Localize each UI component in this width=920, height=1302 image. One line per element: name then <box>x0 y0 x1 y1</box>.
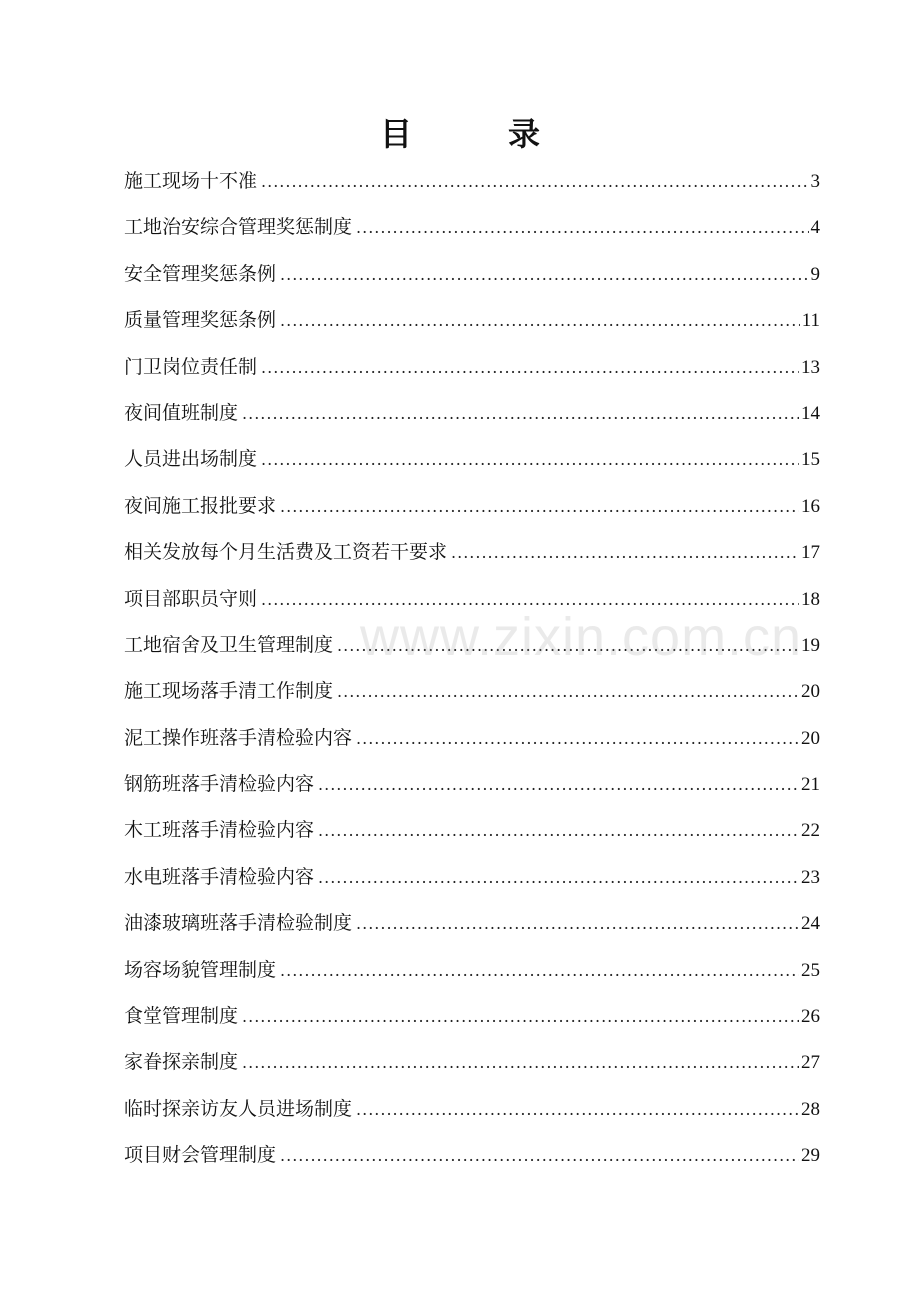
toc-entry-page-number: 18 <box>801 588 820 610</box>
toc-entry-page-number: 25 <box>801 959 820 981</box>
toc-entry[interactable] <box>124 811 820 857</box>
toc-entry[interactable] <box>124 1136 820 1182</box>
toc-dot-leader <box>280 952 799 990</box>
toc-dot-leader <box>280 256 808 294</box>
toc-entry-title: 水电班落手清检验内容 <box>124 865 315 888</box>
toc-entry-title: 夜间值班制度 <box>124 401 239 424</box>
toc-dot-leader <box>280 302 800 340</box>
toc-entry[interactable] <box>124 626 820 672</box>
toc-dot-leader <box>318 766 799 804</box>
toc-entry-title: 施工现场落手清工作制度 <box>124 680 334 703</box>
toc-entry-page-number: 28 <box>801 1098 820 1120</box>
toc-entry-title: 油漆玻璃班落手清检验制度 <box>124 912 353 935</box>
toc-dot-leader <box>261 441 799 479</box>
toc-entry[interactable] <box>124 672 820 718</box>
toc-entry[interactable] <box>124 858 820 904</box>
toc-entry-title: 夜间施工报批要求 <box>124 494 277 517</box>
toc-entry-title: 家眷探亲制度 <box>124 1051 239 1074</box>
toc-dot-leader <box>356 209 808 247</box>
toc-entry-page-number: 3 <box>810 171 820 192</box>
toc-dot-leader <box>337 673 799 711</box>
toc-dot-leader <box>318 812 799 850</box>
toc-dot-leader <box>280 1137 799 1175</box>
toc-entry-title: 施工现场十不准 <box>124 170 258 192</box>
toc-entry-page-number: 17 <box>801 542 820 564</box>
toc-entry-page-number: 21 <box>801 774 820 796</box>
toc-dot-leader <box>242 998 799 1036</box>
toc-entry[interactable] <box>124 348 820 394</box>
toc-entry-page-number: 11 <box>801 310 820 332</box>
toc-entry-title: 木工班落手清检验内容 <box>124 819 315 842</box>
toc-entry-title: 相关发放每个月生活费及工资若干要求 <box>124 541 448 564</box>
toc-entry-page-number: 24 <box>801 913 820 935</box>
toc-entry-title: 临时探亲访友人员进场制度 <box>124 1097 353 1120</box>
toc-dot-leader <box>318 859 799 897</box>
toc-entry[interactable] <box>124 1090 820 1136</box>
toc-entry[interactable] <box>124 904 820 950</box>
toc-entry[interactable] <box>124 765 820 811</box>
toc-entry-page-number: 27 <box>801 1052 820 1074</box>
toc-entry-title: 项目财会管理制度 <box>124 1144 277 1167</box>
toc-dot-leader <box>261 349 799 387</box>
toc-entry-title: 项目部职员守则 <box>124 587 258 610</box>
toc-entry-page-number: 22 <box>801 820 820 842</box>
toc-entry[interactable] <box>124 301 820 347</box>
toc-entry[interactable] <box>124 997 820 1043</box>
toc-entry[interactable] <box>124 719 820 765</box>
toc-entry-title: 泥工操作班落手清检验内容 <box>124 726 353 749</box>
toc-entry-page-number: 20 <box>801 727 820 749</box>
toc-entry[interactable] <box>124 162 820 208</box>
toc-entry-page-number: 16 <box>801 495 820 517</box>
toc-dot-leader <box>451 534 799 572</box>
toc-entry-page-number: 19 <box>801 634 820 656</box>
toc-entry[interactable] <box>124 1043 820 1089</box>
toc-dot-leader <box>337 627 799 665</box>
toc-entry-page-number: 23 <box>801 866 820 888</box>
toc-dot-leader <box>242 1044 799 1082</box>
toc-dot-leader <box>356 1091 799 1129</box>
toc-entry-title: 工地宿舍及卫生管理制度 <box>124 633 334 656</box>
toc-entry-title: 食堂管理制度 <box>124 1005 239 1028</box>
toc-entry-page-number: 26 <box>801 1006 820 1028</box>
toc-entry-page-number: 14 <box>801 402 820 424</box>
toc-entry-title: 门卫岗位责任制 <box>124 355 258 378</box>
toc-list <box>124 162 820 1183</box>
toc-entry-page-number: 29 <box>801 1145 820 1167</box>
toc-entry-page-number: 4 <box>810 217 820 239</box>
toc-entry[interactable] <box>124 208 820 254</box>
toc-entry-page-number: 20 <box>801 681 820 703</box>
toc-entry[interactable] <box>124 255 820 301</box>
toc-entry[interactable] <box>124 580 820 626</box>
toc-entry[interactable] <box>124 394 820 440</box>
toc-entry-page-number: 9 <box>810 263 820 285</box>
toc-entry[interactable] <box>124 487 820 533</box>
toc-entry-title: 工地治安综合管理奖惩制度 <box>124 216 353 239</box>
toc-entry-title: 安全管理奖惩条例 <box>124 262 277 285</box>
toc-entry-page-number: 13 <box>801 356 820 378</box>
toc-entry[interactable] <box>124 533 820 579</box>
toc-entry[interactable] <box>124 440 820 486</box>
toc-entry-title: 钢筋班落手清检验内容 <box>124 773 315 796</box>
toc-dot-leader <box>356 905 799 943</box>
toc-entry[interactable] <box>124 951 820 997</box>
toc-entry-title: 人员进出场制度 <box>124 448 258 471</box>
watermark: www.zixin.com.cn <box>360 607 803 667</box>
toc-title: 目 录 <box>379 115 572 153</box>
toc-dot-leader <box>261 581 799 619</box>
toc-entry-title: 质量管理奖惩条例 <box>124 309 277 332</box>
toc-entry-title: 场容场貌管理制度 <box>124 958 277 981</box>
toc-entry-page-number: 15 <box>801 449 820 471</box>
toc-dot-leader <box>261 163 808 201</box>
toc-dot-leader <box>280 488 799 526</box>
toc-dot-leader <box>356 720 799 758</box>
toc-dot-leader <box>242 395 799 433</box>
